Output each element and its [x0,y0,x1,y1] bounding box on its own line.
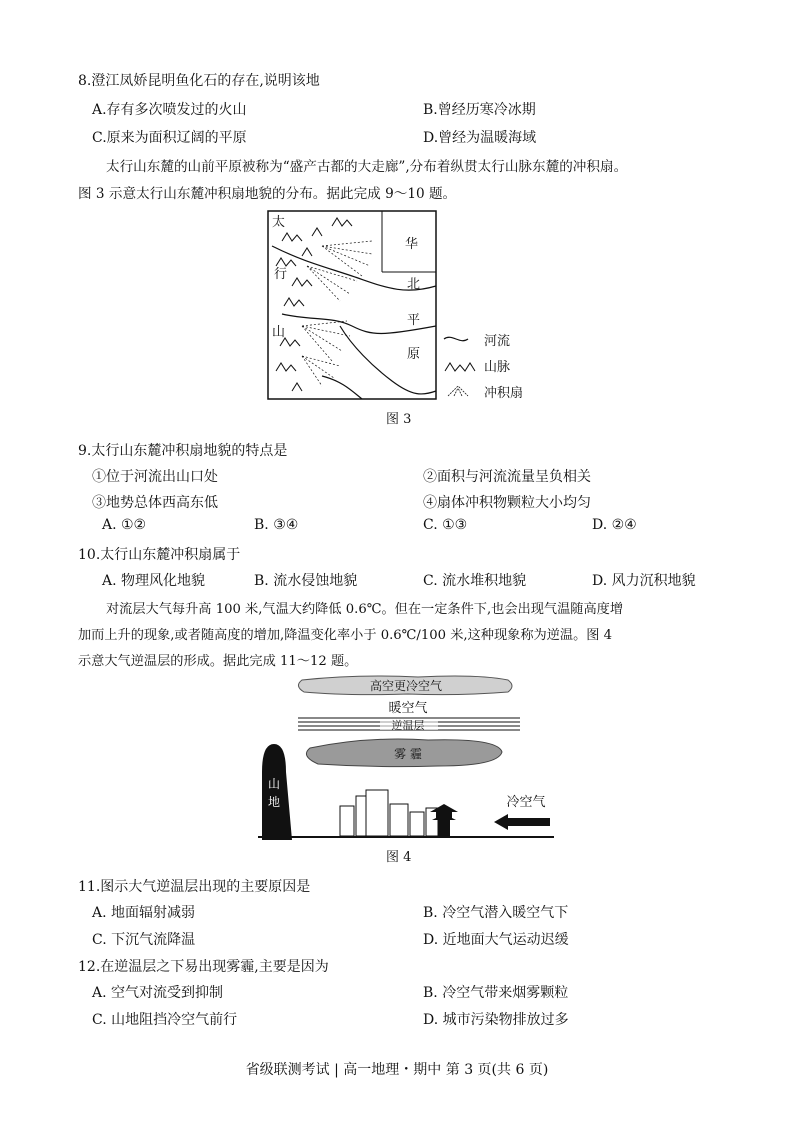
cold-air-arrow-head [494,814,508,830]
q11-option-d: D. 近地面大气运动迟缓 [423,932,569,948]
q9-option-d: D. ②④ [592,517,637,533]
legend-mountain-icon [445,363,475,371]
mountain-symbols [276,218,352,391]
q9-statement-4: ④扇体冲积物颗粒大小均匀 [423,495,591,511]
label-yuan: 原 [407,347,421,362]
label-mountain-2: 地 [268,795,281,809]
city-buildings [340,790,438,836]
figure-4-caption: 图 4 [386,850,412,865]
q10-option-b: B. 流水侵蚀地貌 [254,573,358,589]
label-ping: 平 [407,313,421,328]
q9-option-c: C. ①③ [423,517,468,533]
q9-statement-2: ②面积与河流流量呈负相关 [423,469,591,485]
label-bei: 北 [407,277,421,292]
q10-option-c: C. 流水堆积地貌 [423,573,527,589]
q9-option-b: B. ③④ [254,517,299,533]
q11-option-c: C. 下沉气流降温 [92,932,196,948]
river-line [340,326,436,394]
label-top-cloud: 高空更冷空气 [369,679,443,693]
legend-mountain: 山脉 [484,360,511,375]
figure-3-caption: 图 3 [386,412,412,427]
label-smog: 雾 霾 [394,747,422,761]
mountain-silhouette [262,744,292,840]
q8-stem: 8.澄江凤娇昆明鱼化石的存在,说明该地 [78,73,320,89]
q12-option-a: A. 空气对流受到抑制 [92,985,224,1001]
q9-statement-1: ①位于河流出山口处 [92,469,218,485]
q11-stem: 11.图示大气逆温层出现的主要原因是 [78,879,311,895]
q8-option-c: C.原来为面积辽阔的平原 [92,130,247,146]
q12-option-d: D. 城市污染物排放过多 [423,1012,569,1028]
q11-option-a: A. 地面辐射减弱 [92,905,196,921]
q12-option-b: B. 冷空气带来烟雾颗粒 [423,985,569,1001]
intro2-line1: 对流层大气每升高 100 米,气温大约降低 0.6℃。但在一定条件下,也会出现气温随高度增 [106,602,624,617]
legend-fan-icon [448,386,468,396]
q9-option-a: A. ①② [102,517,147,533]
page-footer: 省级联测考试 | 高一地理・期中 第 3 页(共 6 页) [245,1062,549,1078]
label-hua: 华 [405,237,419,252]
q10-option-d: D. 风力沉积地貌 [592,573,696,589]
q12-stem: 12.在逆温层之下易出现雾霾,主要是因为 [78,959,329,975]
label-warm-air: 暖空气 [388,701,428,716]
figure-3-alluvial-fan-map [262,206,542,402]
river-line [322,376,362,399]
q9-stem: 9.太行山东麓冲积扇地貌的特点是 [78,443,288,459]
cold-air-arrow-shaft [502,818,550,826]
q9-statement-3: ③地势总体西高东低 [92,495,218,511]
label-hang: 行 [274,267,288,282]
intro2-line3: 示意大气逆温层的形成。据此完成 11～12 题。 [78,654,358,669]
intro1-line2: 图 3 示意太行山东麓冲积扇地貌的分布。据此完成 9～10 题。 [78,186,457,202]
label-mountain-1: 山 [268,777,281,791]
q11-option-b: B. 冷空气潜入暖空气下 [423,905,569,921]
legend-river-icon [444,337,468,340]
legend-fan: 冲积扇 [484,386,524,401]
q10-option-a: A. 物理风化地貌 [102,573,206,589]
figure-4-inversion-diagram [258,672,554,842]
label-inversion: 逆温层 [391,719,425,732]
intro1-line1: 太行山东麓的山前平原被称为“盛产古都的大走廊”,分布着纵贯太行山脉东麓的冲积扇。 [106,159,628,175]
q8-option-a: A.存有多次喷发过的火山 [92,102,247,118]
intro2-line2: 加而上升的现象,或者随高度的增加,降温变化率小于 0.6℃/100 米,这种现象称为逆温。图 4 [78,628,613,643]
q8-option-d: D.曾经为温暖海域 [423,130,537,146]
legend-river: 河流 [484,334,511,349]
q10-stem: 10.太行山东麓冲积扇属于 [78,547,241,563]
figure-3-legend [444,333,523,401]
label-shan: 山 [272,325,286,340]
label-cold-air: 冷空气 [506,795,546,810]
label-tai: 太 [272,215,286,230]
q8-option-b: B.曾经历寒冷冰期 [423,102,536,118]
q12-option-c: C. 山地阻挡冷空气前行 [92,1012,238,1028]
